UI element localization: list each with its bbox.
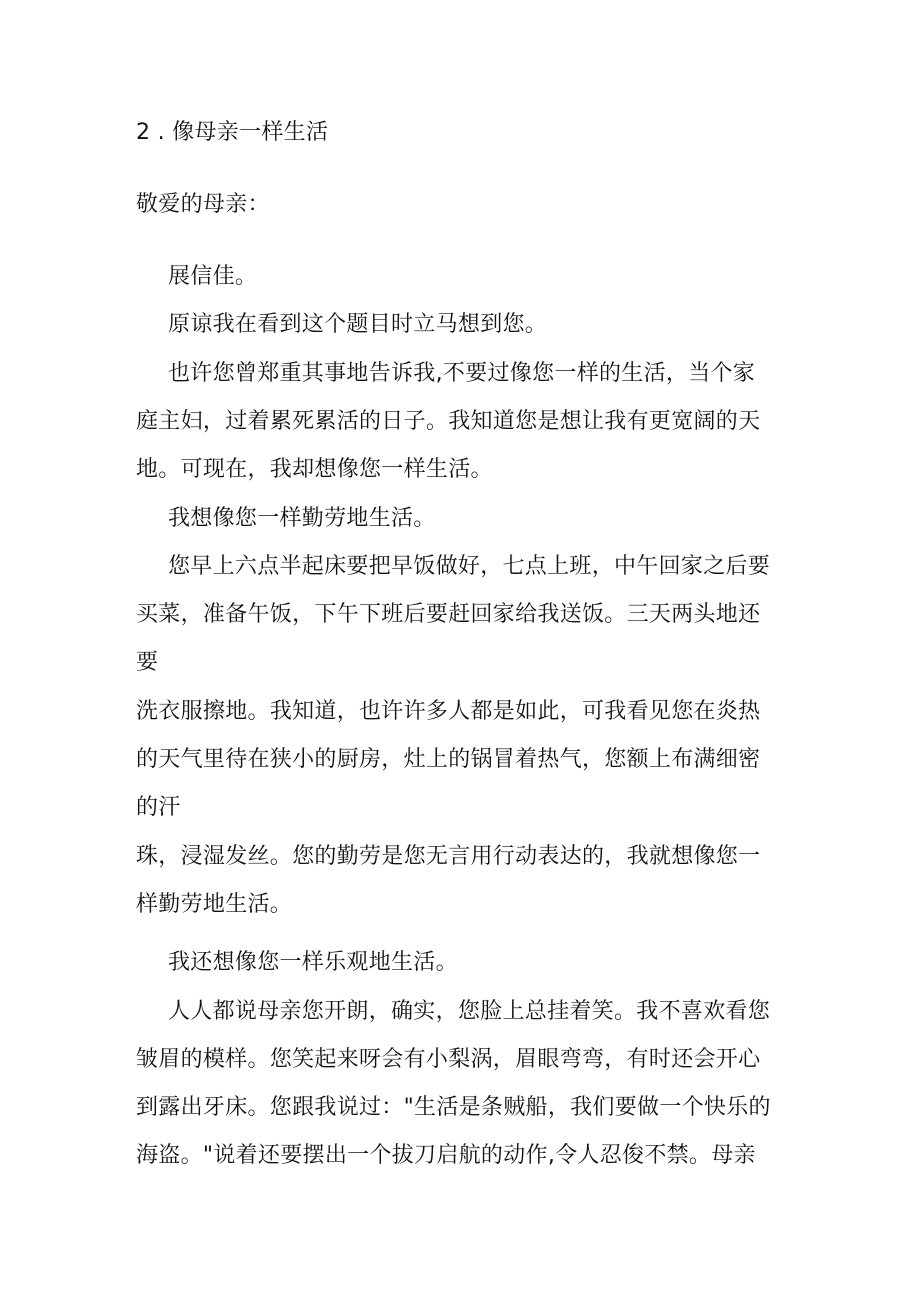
body-line: 要	[136, 650, 159, 675]
body-line: 展信佳。	[168, 264, 258, 289]
body-line: 样勤劳地生活。	[136, 892, 293, 917]
body-line: 我还想像您一样乐观地生活。	[168, 950, 458, 975]
salutation: 敬爱的母亲：	[136, 192, 270, 217]
body-line: 珠，浸湿发丝。您的勤劳是您无言用行动表达的，我就想像您一	[136, 844, 761, 869]
body-line: 地。可现在，我却想像您一样生活。	[136, 457, 493, 482]
document-title: 2 . 像母亲一样生活	[136, 120, 329, 145]
body-line: 也许您曾郑重其事地告诉我,不要过像您一样的生活，当个家	[168, 361, 756, 386]
body-line: 庭主妇，过着累死累活的日子。我知道您是想让我有更宽阔的天	[136, 409, 761, 434]
body-line: 洗衣服擦地。我知道，也许许多人都是如此，可我看见您在炎热	[136, 699, 761, 724]
body-line: 到露出牙床。您跟我说过："生活是条贼船，我们要做一个快乐的	[136, 1095, 771, 1120]
body-line: 原谅我在看到这个题目时立马想到您。	[168, 312, 548, 337]
body-line: 我想像您一样勤劳地生活。	[168, 506, 436, 531]
body-line: 的汗	[136, 795, 181, 820]
body-line: 人人都说母亲您开朗，确实，您脸上总挂着笑。我不喜欢看您	[168, 999, 771, 1024]
body-line: 买菜，准备午饭，下午下班后要赶回家给我送饭。三天两头地还	[136, 602, 761, 627]
body-line: 的天气里待在狭小的厨房，灶上的锅冒着热气，您额上布满细密	[136, 747, 761, 772]
body-line: 海盗。"说着还要摆出一个拔刀启航的动作,令人忍俊不禁。母亲	[136, 1143, 756, 1168]
body-line: 您早上六点半起床要把早饭做好，七点上班，中午回家之后要	[168, 554, 771, 579]
body-line: 皱眉的模样。您笑起来呀会有小梨涡，眉眼弯弯，有时还会开心	[136, 1047, 761, 1072]
